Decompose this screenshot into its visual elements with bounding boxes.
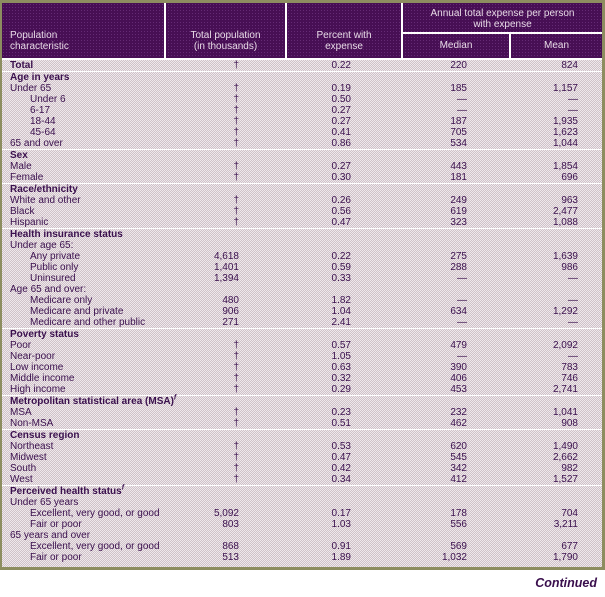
table-section bbox=[2, 60, 602, 71]
population-cell: † bbox=[233, 206, 239, 217]
row-label: Midwest bbox=[10, 452, 47, 463]
mean-cell: — bbox=[568, 295, 578, 306]
population-cell: † bbox=[233, 138, 239, 149]
median-cell: — bbox=[457, 105, 467, 116]
percent-cell: 0.50 bbox=[331, 94, 351, 105]
population-cell: † bbox=[233, 407, 239, 418]
row-label: Uninsured bbox=[30, 273, 76, 284]
percent-cell: 0.19 bbox=[331, 83, 351, 94]
population-cell: † bbox=[233, 161, 239, 172]
mean-cell: 677 bbox=[561, 541, 578, 552]
population-cell: † bbox=[233, 441, 239, 452]
header-mean bbox=[511, 34, 602, 58]
row-label: Under 65 bbox=[10, 83, 52, 94]
table-row bbox=[2, 273, 602, 284]
row-label: Non-MSA bbox=[10, 418, 54, 429]
table-section bbox=[2, 183, 602, 228]
header-population-characteristic bbox=[2, 3, 166, 58]
row-label: Excellent, very good, or good bbox=[30, 508, 160, 519]
table-section bbox=[2, 71, 602, 149]
row-label: Black bbox=[10, 206, 35, 217]
table-row bbox=[2, 497, 602, 508]
row-label: 45-64 bbox=[30, 127, 56, 138]
population-cell: † bbox=[233, 83, 239, 94]
row-label: Under 6 bbox=[30, 94, 66, 105]
median-cell: — bbox=[457, 94, 467, 105]
population-cell: † bbox=[233, 463, 239, 474]
table-section bbox=[2, 149, 602, 183]
mean-cell: 1,157 bbox=[552, 83, 578, 94]
median-cell: 178 bbox=[450, 508, 467, 519]
section-header-row bbox=[2, 486, 602, 497]
row-label: Sex bbox=[10, 150, 28, 161]
row-label: Middle income bbox=[10, 373, 75, 384]
table-row bbox=[2, 251, 602, 262]
section-header-row bbox=[2, 229, 602, 240]
table-section bbox=[2, 328, 602, 395]
median-cell: 453 bbox=[450, 384, 467, 395]
median-cell: 275 bbox=[450, 251, 467, 262]
header-line: Mean bbox=[543, 39, 569, 51]
percent-cell: 0.56 bbox=[331, 206, 351, 217]
table-row bbox=[2, 441, 602, 452]
mean-cell: 908 bbox=[561, 418, 578, 429]
row-label: Fair or poor bbox=[30, 552, 82, 563]
mean-cell: — bbox=[568, 273, 578, 284]
percent-cell: 0.34 bbox=[331, 474, 351, 485]
percent-cell: 0.23 bbox=[331, 407, 351, 418]
section-header-row bbox=[2, 396, 602, 407]
table-row bbox=[2, 195, 602, 206]
row-label: Near-poor bbox=[10, 351, 56, 362]
population-cell: † bbox=[233, 217, 239, 228]
percent-cell: 1.03 bbox=[331, 519, 351, 530]
median-cell: 569 bbox=[450, 541, 467, 552]
percent-cell: 0.22 bbox=[331, 60, 351, 71]
footnote-marker: f bbox=[121, 484, 125, 492]
table-section bbox=[2, 395, 602, 429]
table-section bbox=[2, 228, 602, 328]
median-cell: 390 bbox=[450, 362, 467, 373]
table-row bbox=[2, 474, 602, 485]
row-label: 18-44 bbox=[30, 116, 56, 127]
population-cell: 5,092 bbox=[213, 508, 239, 519]
percent-cell: 0.42 bbox=[331, 463, 351, 474]
population-cell: 906 bbox=[222, 306, 239, 317]
header-line: with expense bbox=[473, 19, 532, 30]
mean-cell: 2,092 bbox=[552, 340, 578, 351]
percent-cell: 0.47 bbox=[331, 452, 351, 463]
median-cell: — bbox=[457, 317, 467, 328]
population-cell: 271 bbox=[222, 317, 239, 328]
percent-cell: 0.51 bbox=[331, 418, 351, 429]
population-cell: 480 bbox=[222, 295, 239, 306]
table-row bbox=[2, 351, 602, 362]
table-row bbox=[2, 508, 602, 519]
table-row bbox=[2, 60, 602, 71]
median-cell: — bbox=[457, 295, 467, 306]
row-label: Age 65 and over: bbox=[10, 284, 87, 295]
mean-cell: 3,211 bbox=[553, 519, 578, 530]
mean-cell: — bbox=[568, 94, 578, 105]
median-cell: 181 bbox=[450, 172, 467, 183]
percent-cell: 0.57 bbox=[331, 340, 351, 351]
row-label: Poverty status bbox=[10, 329, 79, 340]
median-cell: 556 bbox=[450, 519, 467, 530]
table-row bbox=[2, 306, 602, 317]
table-section bbox=[2, 485, 602, 563]
table-row bbox=[2, 530, 602, 541]
row-label: West bbox=[10, 474, 33, 485]
median-cell: 323 bbox=[450, 217, 467, 228]
mean-cell: — bbox=[568, 105, 578, 116]
row-label: Low income bbox=[10, 362, 64, 373]
row-label: Age in years bbox=[10, 72, 70, 83]
row-label: Hispanic bbox=[10, 217, 49, 228]
population-cell: 868 bbox=[222, 541, 239, 552]
row-label: Medicare and private bbox=[30, 306, 124, 317]
percent-cell: 0.86 bbox=[331, 138, 351, 149]
table-row bbox=[2, 240, 602, 251]
header-median bbox=[403, 34, 511, 58]
percent-cell: 0.27 bbox=[331, 116, 351, 127]
mean-cell: 746 bbox=[561, 373, 578, 384]
population-cell: † bbox=[233, 127, 239, 138]
population-cell: 1,394 bbox=[213, 273, 239, 284]
mean-cell: 982 bbox=[561, 463, 578, 474]
row-label: MSA bbox=[10, 407, 32, 418]
mean-cell: 1,623 bbox=[552, 127, 578, 138]
mean-cell: 1,044 bbox=[552, 138, 578, 149]
population-cell: † bbox=[233, 452, 239, 463]
table-row bbox=[2, 463, 602, 474]
header-line: expense bbox=[325, 41, 363, 52]
mean-cell: 2,662 bbox=[552, 452, 578, 463]
row-label: Excellent, very good, or good bbox=[30, 541, 160, 552]
row-label: High income bbox=[10, 384, 66, 395]
median-cell: 288 bbox=[450, 262, 467, 273]
median-cell: 220 bbox=[450, 60, 467, 71]
row-label: Fair or poor bbox=[30, 519, 82, 530]
row-label: Under age 65: bbox=[10, 240, 74, 251]
footnote-marker: f bbox=[173, 394, 177, 402]
table-row bbox=[2, 206, 602, 217]
percent-cell: 0.27 bbox=[331, 105, 351, 116]
mean-cell: 824 bbox=[561, 60, 578, 71]
percent-cell: 0.26 bbox=[331, 195, 351, 206]
population-cell: 513 bbox=[222, 552, 239, 563]
table-row bbox=[2, 284, 602, 295]
population-cell: † bbox=[233, 60, 239, 71]
population-cell: † bbox=[233, 116, 239, 127]
mean-cell: 783 bbox=[561, 362, 578, 373]
mean-cell: — bbox=[568, 317, 578, 328]
mean-cell: 1,490 bbox=[552, 441, 578, 452]
table-row bbox=[2, 519, 602, 530]
section-header-row bbox=[2, 184, 602, 195]
row-label: Public only bbox=[30, 262, 79, 273]
population-cell: 803 bbox=[222, 519, 239, 530]
table-row bbox=[2, 407, 602, 418]
percent-cell: 2.41 bbox=[331, 317, 351, 328]
population-cell: † bbox=[233, 351, 239, 362]
median-cell: 545 bbox=[450, 452, 467, 463]
table-row bbox=[2, 373, 602, 384]
median-cell: 406 bbox=[450, 373, 467, 384]
median-cell: 634 bbox=[450, 306, 467, 317]
header-percent-with-expense bbox=[287, 3, 403, 58]
table-row bbox=[2, 94, 602, 105]
median-cell: 412 bbox=[450, 474, 467, 485]
row-label: 6-17 bbox=[30, 105, 51, 116]
mean-cell: 1,790 bbox=[552, 552, 578, 563]
header-line: Total population bbox=[190, 30, 261, 41]
percent-cell: 0.27 bbox=[331, 161, 351, 172]
table-header bbox=[2, 3, 602, 60]
row-label: Census region bbox=[10, 430, 80, 441]
mean-cell: 1,088 bbox=[552, 217, 578, 228]
table-row bbox=[2, 418, 602, 429]
mean-cell: 1,041 bbox=[552, 407, 578, 418]
mean-cell: 704 bbox=[561, 508, 578, 519]
table-row bbox=[2, 384, 602, 395]
population-cell: † bbox=[233, 172, 239, 183]
median-cell: 342 bbox=[450, 463, 467, 474]
mean-cell: 986 bbox=[561, 262, 578, 273]
row-label: Health insurance status bbox=[10, 229, 123, 240]
header-total-population bbox=[166, 3, 287, 58]
row-label: Female bbox=[10, 172, 44, 183]
row-label: Medicare only bbox=[30, 295, 93, 306]
header-line: Percent with bbox=[316, 30, 372, 41]
percent-cell: 0.17 bbox=[331, 508, 351, 519]
row-label: Poor bbox=[10, 340, 32, 351]
population-cell: † bbox=[233, 418, 239, 429]
header-line: (in thousands) bbox=[193, 41, 258, 52]
section-header-row bbox=[2, 72, 602, 83]
median-cell: 619 bbox=[450, 206, 467, 217]
percent-cell: 0.30 bbox=[331, 172, 351, 183]
median-cell: 1,032 bbox=[441, 552, 467, 563]
percent-cell: 1.04 bbox=[331, 306, 351, 317]
table-row bbox=[2, 262, 602, 273]
header-line: Population bbox=[10, 30, 58, 41]
mean-cell: 1,292 bbox=[552, 306, 578, 317]
percent-cell: 0.33 bbox=[331, 273, 351, 284]
header-line: Annual total expense per person bbox=[430, 8, 575, 19]
percent-cell: 0.53 bbox=[331, 441, 351, 452]
percent-cell: 0.22 bbox=[331, 251, 351, 262]
mean-cell: — bbox=[568, 351, 578, 362]
table-row bbox=[2, 116, 602, 127]
row-label: Perceived health status$^f$ bbox=[10, 484, 125, 497]
percent-cell: 0.63 bbox=[331, 362, 351, 373]
row-label: Under 65 years bbox=[10, 497, 79, 508]
section-header-row bbox=[2, 430, 602, 441]
row-label: Medicare and other public bbox=[30, 317, 146, 328]
table-section bbox=[2, 429, 602, 485]
median-cell: 232 bbox=[450, 407, 467, 418]
mean-cell: 963 bbox=[561, 195, 578, 206]
population-cell: 4,618 bbox=[213, 251, 239, 262]
header-annual-expense-span bbox=[403, 3, 602, 34]
header-line: characteristic bbox=[10, 41, 69, 52]
table-row bbox=[2, 452, 602, 463]
percent-cell: 1.89 bbox=[331, 552, 351, 563]
mean-cell: 1,935 bbox=[552, 116, 578, 127]
median-cell: 479 bbox=[450, 340, 467, 351]
table-row bbox=[2, 217, 602, 228]
row-label: South bbox=[10, 463, 37, 474]
table-row bbox=[2, 83, 602, 94]
continued-label: Continued bbox=[535, 576, 597, 590]
population-cell: † bbox=[233, 340, 239, 351]
row-label: White and other bbox=[10, 195, 81, 206]
percent-cell: 0.47 bbox=[331, 217, 351, 228]
median-cell: — bbox=[457, 351, 467, 362]
header-line: Median bbox=[439, 39, 473, 51]
median-cell: — bbox=[457, 273, 467, 284]
table-row bbox=[2, 127, 602, 138]
section-header-row bbox=[2, 329, 602, 340]
median-cell: 187 bbox=[450, 116, 467, 127]
median-cell: 462 bbox=[450, 418, 467, 429]
row-label: Male bbox=[10, 161, 32, 172]
percent-cell: 0.59 bbox=[331, 262, 351, 273]
table-row bbox=[2, 362, 602, 373]
table-row bbox=[2, 161, 602, 172]
mean-cell: 2,741 bbox=[552, 384, 578, 395]
population-cell: † bbox=[233, 373, 239, 384]
table-row bbox=[2, 105, 602, 116]
percent-cell: 1.05 bbox=[331, 351, 351, 362]
section-header-row bbox=[2, 150, 602, 161]
table-row bbox=[2, 541, 602, 552]
mean-cell: 696 bbox=[561, 172, 578, 183]
table-row bbox=[2, 172, 602, 183]
percent-cell: 0.29 bbox=[331, 384, 351, 395]
median-cell: 620 bbox=[450, 441, 467, 452]
population-cell: † bbox=[233, 362, 239, 373]
median-cell: 443 bbox=[450, 161, 467, 172]
row-label: Race/ethnicity bbox=[10, 184, 78, 195]
percent-cell: 0.41 bbox=[331, 127, 351, 138]
table-row bbox=[2, 295, 602, 306]
median-cell: 249 bbox=[450, 195, 467, 206]
row-label: Northeast bbox=[10, 441, 54, 452]
population-cell: † bbox=[233, 94, 239, 105]
mean-cell: 2,477 bbox=[552, 206, 578, 217]
median-cell: 185 bbox=[450, 83, 467, 94]
population-cell: † bbox=[233, 384, 239, 395]
row-label: 65 and over bbox=[10, 138, 63, 149]
population-cell: † bbox=[233, 105, 239, 116]
percent-cell: 0.32 bbox=[331, 373, 351, 384]
mean-cell: 1,854 bbox=[552, 161, 578, 172]
percent-cell: 1.82 bbox=[331, 295, 351, 306]
population-cell: † bbox=[233, 195, 239, 206]
row-label: 65 years and over bbox=[10, 530, 91, 541]
median-cell: 705 bbox=[450, 127, 467, 138]
median-cell: 534 bbox=[450, 138, 467, 149]
table-row bbox=[2, 317, 602, 328]
table-row bbox=[2, 138, 602, 149]
table-row bbox=[2, 340, 602, 351]
population-cell: † bbox=[233, 474, 239, 485]
row-label: Any private bbox=[30, 251, 81, 262]
table-body bbox=[2, 60, 602, 567]
row-label: Total bbox=[10, 60, 34, 71]
percent-cell: 0.91 bbox=[331, 541, 351, 552]
table-row bbox=[2, 552, 602, 563]
population-cell: 1,401 bbox=[213, 262, 239, 273]
row-label: Metropolitan statistical area (MSA)$^f$ bbox=[10, 394, 177, 407]
mean-cell: 1,527 bbox=[552, 474, 578, 485]
mean-cell: 1,639 bbox=[552, 251, 578, 262]
